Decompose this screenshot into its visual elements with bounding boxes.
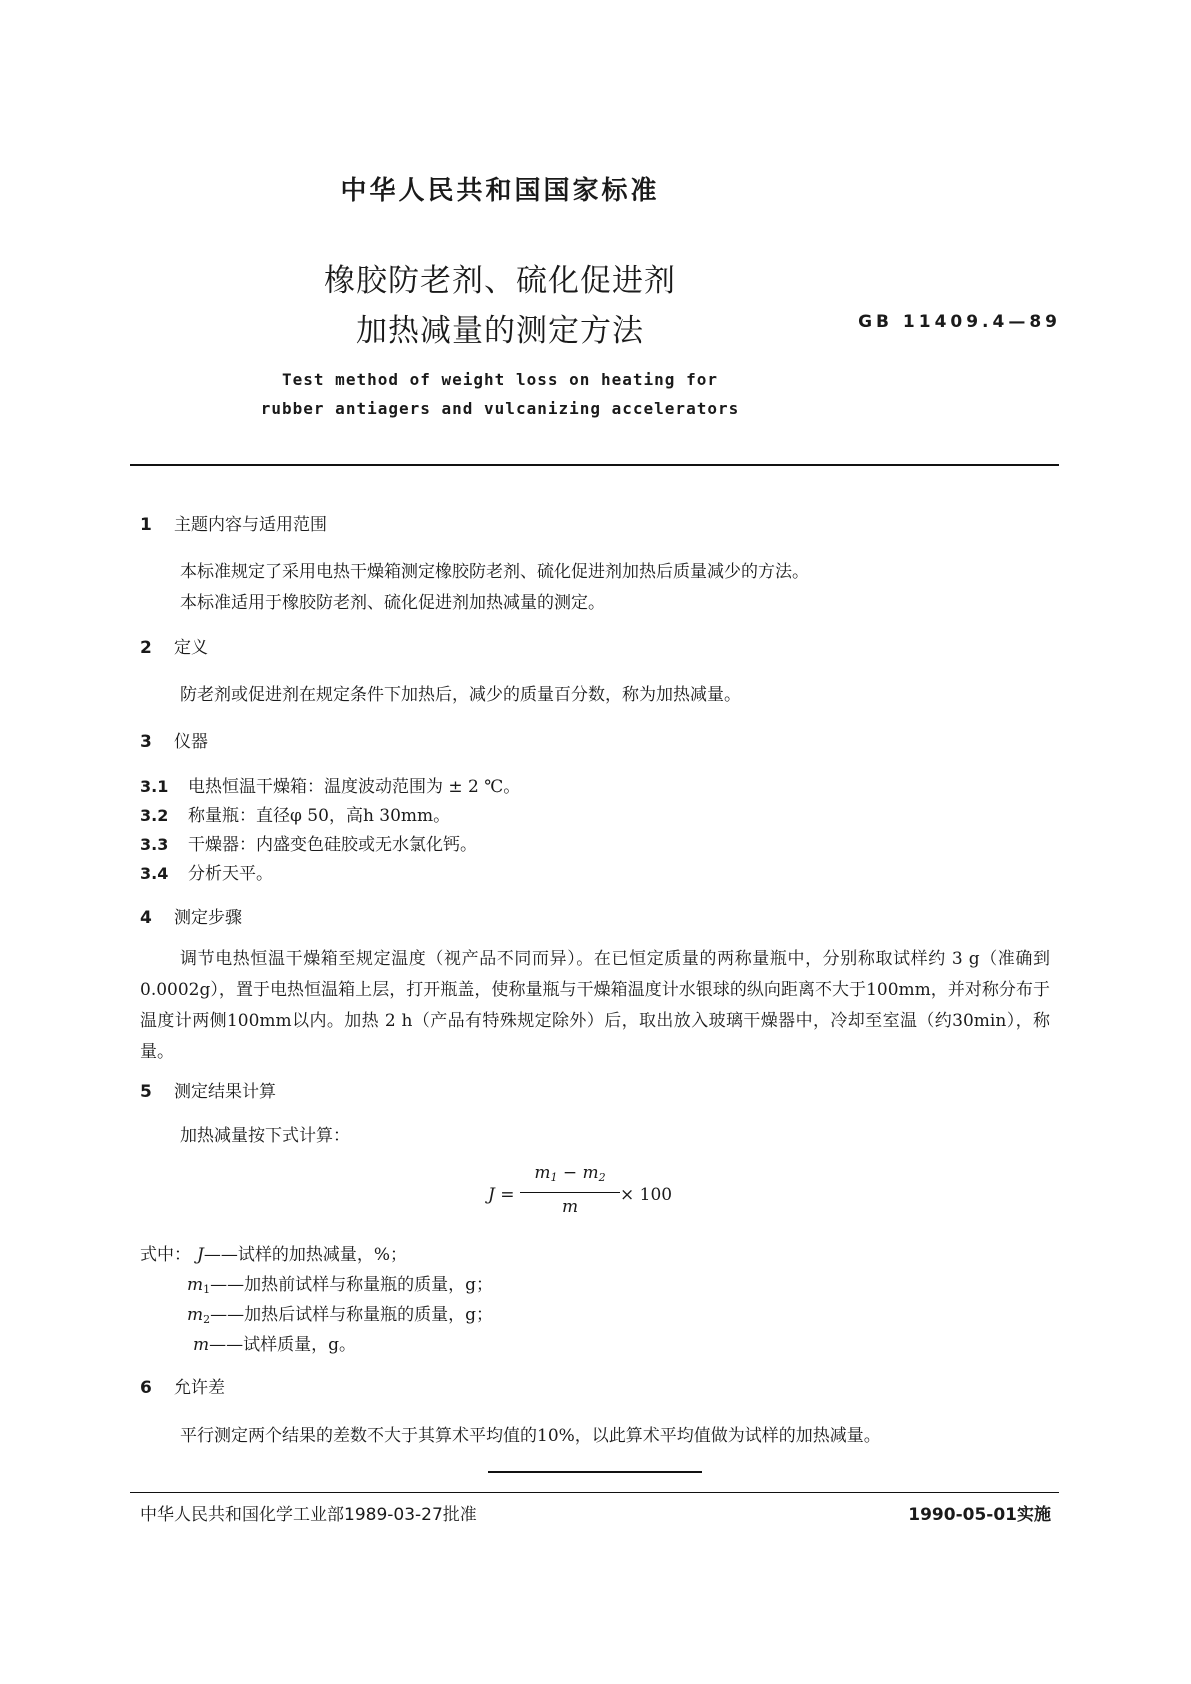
list-item: 3.4 分析天平。 bbox=[140, 864, 273, 884]
section-1-paragraph-2: 本标准适用于橡胶防老剂、硫化促进剂加热减量的测定。 bbox=[180, 593, 605, 613]
where-item: J——试样的加热减量，%； bbox=[197, 1245, 407, 1265]
document-title-line2: 加热减量的测定方法 bbox=[356, 313, 644, 349]
section-4-heading bbox=[140, 903, 242, 928]
english-title-line2: rubber antiagers and vulcanizing accelerators bbox=[260, 399, 740, 418]
section-title: 允许差 bbox=[174, 1378, 225, 1398]
section-4-paragraph: 调节电热恒温干燥箱至规定温度（视产品不同而异）。在已恒定质量的两称量瓶中，分别称取试样约 3 g（准确到0.0002g），置于电热恒温箱上层，打开瓶盖，使称量瓶与干燥箱温度计水银球的纵向距离不大于100mm，并对称分布于温度计两侧100mm以内。加热 2 h（产品有特殊规定除外）后，取出放入玻璃干燥器中，冷却至室温（约30min），称量。 bbox=[140, 949, 1050, 1062]
header-divider bbox=[130, 464, 1059, 466]
section-number: 6 bbox=[140, 1378, 152, 1398]
approval-line: 中华人民共和国化学工业部1989-03-27批准 bbox=[140, 1505, 477, 1525]
section-title: 测定步骤 bbox=[174, 908, 242, 928]
weight-loss-formula bbox=[480, 1163, 700, 1223]
section-1-heading bbox=[140, 510, 327, 535]
section-6-heading bbox=[140, 1373, 225, 1398]
section-6-paragraph: 平行测定两个结果的差数不大于其算术平均值的10%，以此算术平均值做为试样的加热减量。 bbox=[180, 1426, 881, 1446]
section-number: 5 bbox=[140, 1082, 152, 1102]
fraction-bar bbox=[520, 1192, 620, 1193]
end-divider bbox=[488, 1471, 702, 1473]
section-title: 仪器 bbox=[174, 732, 208, 752]
where-item: $m_2——$加热后试样与称量瓶的质量，g； bbox=[187, 1305, 494, 1326]
where-item: m——试样质量，g。 bbox=[193, 1335, 357, 1355]
footer-divider bbox=[130, 1492, 1059, 1493]
section-title: 测定结果计算 bbox=[174, 1082, 276, 1102]
list-item: 3.1 电热恒温干燥箱：温度波动范围为 ± 2 ℃。 bbox=[140, 777, 521, 797]
section-number: 1 bbox=[140, 515, 152, 535]
section-1-paragraph-1: 本标准规定了采用电热干燥箱测定橡胶防老剂、硫化促进剂加热后质量减少的方法。 bbox=[180, 562, 809, 582]
section-2-heading bbox=[140, 633, 208, 658]
section-title: 定义 bbox=[174, 638, 208, 658]
section-title: 主题内容与适用范围 bbox=[174, 515, 327, 535]
formula-numerator: $m_1 - m_2$ bbox=[534, 1163, 606, 1184]
section-3-heading bbox=[140, 727, 208, 752]
implementation-line: 1990-05-01实施 bbox=[908, 1505, 1051, 1525]
issuing-agency: 中华人民共和国国家标准 bbox=[340, 176, 660, 206]
english-title-line1: Test method of weight loss on heating for bbox=[282, 370, 718, 389]
where-item: $m_1——$加热前试样与称量瓶的质量，g； bbox=[187, 1275, 494, 1296]
section-number: 2 bbox=[140, 638, 152, 658]
formula-denominator: m bbox=[561, 1197, 579, 1217]
formula-multiplier: × 100 bbox=[620, 1185, 673, 1205]
section-number: 3 bbox=[140, 732, 152, 752]
standard-code: GB 11409.4—89 bbox=[858, 312, 1061, 332]
list-item: 3.3 干燥器：内盛变色硅胶或无水氯化钙。 bbox=[140, 835, 477, 855]
list-item: 3.2 称量瓶：直径φ 50，高h 30mm。 bbox=[140, 806, 451, 826]
section-number: 4 bbox=[140, 908, 152, 928]
formula-lhs: J = bbox=[488, 1185, 515, 1205]
section-5-heading bbox=[140, 1077, 276, 1102]
document-title-line1: 橡胶防老剂、硫化促进剂 bbox=[324, 263, 676, 299]
section-2-paragraph-1: 防老剂或促进剂在规定条件下加热后，减少的质量百分数，称为加热减量。 bbox=[180, 685, 741, 705]
formula-intro: 加热减量按下式计算： bbox=[180, 1126, 350, 1146]
where-label: 式中： bbox=[140, 1245, 191, 1265]
